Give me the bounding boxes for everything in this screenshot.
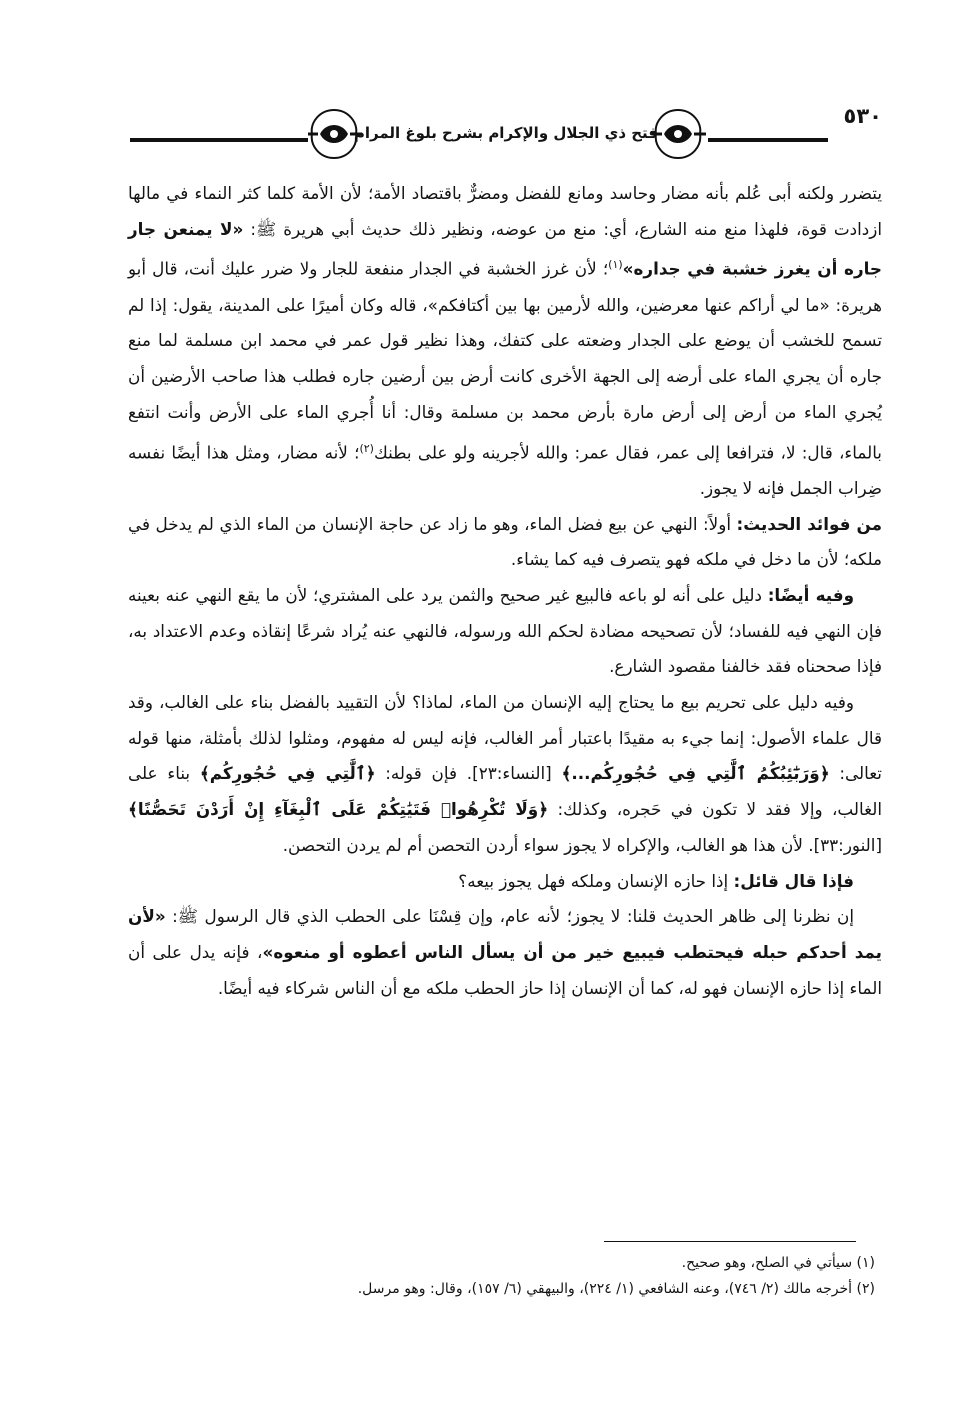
hadith-quote: «لأن يمد أحدكم حبله فيحتطب فيبيع خير من أن يسأل الناس أعطوه أو منعوه»: [128, 906, 882, 962]
paragraph-2: من فوائد الحديث: أولاً: النهي عن بيع فضل الماء، وهو ما زاد عن حاجة الإنسان من الماء الذي لم يدخل في ملكه؛ لأن ما دخل في ملكه فهو يتصرف فيه كما يشاء.: [128, 513, 882, 570]
ornament-right-icon: [648, 104, 708, 164]
quran-quote: ﴿وَلَا تُكْرِهُوا۟ فَتَيَٰتِكُمْ عَلَى ٱلْبِغَآءِ إِنْ أَرَدْنَ تَحَصُّنًا﴾: [128, 799, 549, 820]
quran-quote: ﴿ٱلَّٰتِي فِي حُجُورِكُم﴾: [199, 763, 376, 784]
paragraph-1: يتضرر ولكنه أبى عُلم بأنه مضار وحاسد ومانع للفضل ومضرٌّ باقتصاد الأمة؛ لأن الأمة كلما كثر النماء في مالها ازدادت قوة، فلهذا منع منه الشارع، أي: منع من عوضه، ونظير ذلك حديث أبي هريرة ﷺ: «لا يمنعن جار جاره أن يغرز خشبة في جداره»$^{(١)}$؛ لأن غرز الخشبة في الجدار منفعة للجار ولا ضرر عليك أنت، قال أبو هريرة: «ما لي أراكم عنها معرضين، والله لأرمين بها بين أكتافكم»، قاله وكان أميرًا على المدينة، يقول: إذا لم تسمح للخشب أن يوضع على الجدار وضعته على كتفك، وهذا نظير قول عمر في محمد ابن مسلمة لما منع جاره أن يجري الماء على أرضه إلى الجهة الأخرى كانت أرض بين أرضين جاره فطلب هذا صاحب الأرضين أن يُجري الماء من أرض إلى أرض مارة بأرض محمد بن مسلمة وقال: أنا أُجري الماء على الأرض وأنت انتفع بالماء، قال: لا، فترافعا إلى عمر، فقال عمر: والله لأجرينه ولو على بطنك$^{(٢)}$؛ لأنه مضار، ومثل هذا أيضًا نفسه ضِراب الجمل فإنه لا يجوز.: [128, 183, 883, 498]
main-text: [128, 176, 882, 1006]
quran-quote: ﴿وَرَبَٰٓئِبُكُمُ ٱلَّٰتِي فِي حُجُورِكُم...﴾: [561, 763, 830, 784]
hadith-quote: «لا يمنعن جار جاره أن يغرز خشبة في جداره»: [128, 218, 882, 279]
header-rule-left: [130, 138, 308, 142]
footnote-separator: [604, 1241, 856, 1242]
paragraph-6: إن نظرنا إلى ظاهر الحديث قلنا: لا يجوز؛ لأنه عام، وإن قِسْنَا على الحطب الذي قال الرسول ﷺ: «لأن يمد أحدكم حبله فيحتطب فيبيع خير من أن يسأل الناس أعطوه أو منعوه»، فإنه يدل على أن الماء إذا حازه الإنسان فهو له، كما أن الإنسان إذا حاز الحطب ملكه مع أن الناس شركاء فيه أيضًا.: [128, 906, 882, 998]
header-rule-right: [708, 138, 828, 142]
page-number: ٥٣٠: [843, 104, 882, 128]
footnote-2: (٢) أخرجه مالك (٢/ ٧٤٦)، وعنه الشافعي (١/ ٢٢٤)، والبيهقي (٦/ ١٥٧)، وقال: وهو مرسل.: [357, 1281, 875, 1297]
book-title: فتح ذي الجلال والإكرام بشرح بلوغ المرام: [353, 124, 658, 142]
paragraph-3: وفيه أيضًا: دليل على أنه لو باعه فالبيع غير صحيح والثمن يرد على المشتري؛ لأن ما يقع النهي عنه بعينه فإن النهي فيه للفساد؛ لأن تصحيحه مضادة لحكم الله ورسوله، فالنهي عنه يُراد شرعًا إنقاذه وعدم الاعتداد به، فإذا صححناه فقد خالفنا مقصود الشارع.: [128, 584, 882, 677]
footnote-ref-2: (٢): [359, 441, 374, 455]
footnote-1: (١) سيأتي في الصلح، وهو صحيح.: [681, 1255, 875, 1271]
paragraph-5: فإذا قال قائل: إذا حازه الإنسان وملكه فهل يجوز بيعه؟: [458, 870, 854, 891]
footnotes: [150, 1250, 875, 1302]
page-header: [128, 104, 888, 168]
footnote-ref-1: (١): [608, 258, 623, 272]
paragraph-4: وفيه دليل على تحريم بيع ما يحتاج إليه الإنسان من الماء، لماذا؟ لأن التقييد بالفضل بناء على الغالب، وقد قال علماء الأصول: إنما جيء به مقيدًا باعتبار أمر الغالب، فإنه ليس له مفهوم، ومثلوا لذلك بأمثلة، منها قوله تعالى: ﴿وَرَبَٰٓئِبُكُمُ ٱلَّٰتِي فِي حُجُورِكُم...﴾ [النساء:٢٣]. فإن قوله: ﴿ٱلَّٰتِي فِي حُجُورِكُم﴾ بناء على الغالب، وإلا فقد لا تكون في حَجره، وكذلك: ﴿وَلَا تُكْرِهُوا۟ فَتَيَٰتِكُمْ عَلَى ٱلْبِغَآءِ إِنْ أَرَدْنَ تَحَصُّنًا﴾ [النور:٣٣]. لأن هذا هو الغالب، والإكراه لا يجوز سواء أردن التحصن أم لم يردن التحصن.: [128, 692, 882, 855]
